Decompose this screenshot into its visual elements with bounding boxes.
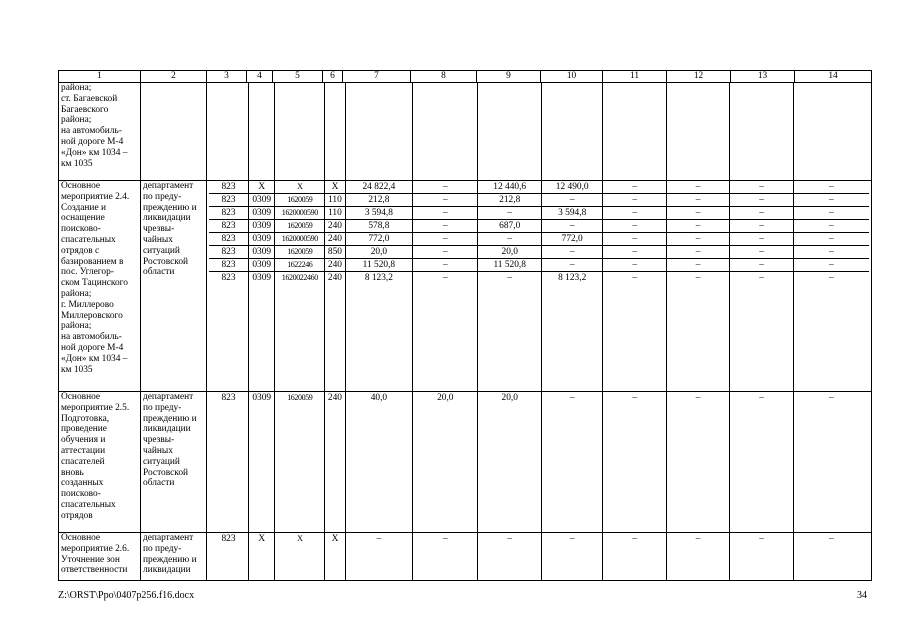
funding-value: –	[730, 272, 793, 284]
funding-value: 0309	[249, 246, 275, 258]
funding-value: 1620000590	[275, 233, 325, 245]
table-row	[59, 392, 872, 533]
funding-value: –	[542, 246, 604, 258]
funding-value: 0309	[249, 392, 275, 404]
executor-cell: департамент по преду- преждению и ликвидации	[141, 533, 207, 581]
funding-value: –	[413, 194, 478, 206]
funding-value: 110	[325, 207, 346, 219]
funding-value: 823	[209, 233, 249, 245]
funding-value: –	[413, 272, 478, 284]
funding-cells	[207, 533, 872, 581]
funding-line	[209, 246, 869, 259]
funding-value: –	[413, 207, 478, 219]
funding-value: –	[478, 533, 541, 545]
funding-value: Х	[275, 533, 325, 545]
funding-value: –	[542, 194, 604, 206]
funding-value: 3 594,8	[346, 207, 413, 219]
funding-value: 8 123,2	[346, 272, 413, 284]
column-header: 12	[667, 71, 731, 83]
funding-line	[209, 233, 869, 246]
funding-value: 1620022460	[275, 272, 325, 284]
funding-value: 0309	[249, 220, 275, 232]
funding-line	[209, 207, 869, 220]
funding-value: Х	[249, 181, 275, 193]
funding-value: 1620059	[275, 246, 325, 258]
funding-value: –	[829, 273, 834, 283]
funding-value: –	[413, 220, 478, 232]
funding-line	[209, 194, 869, 207]
funding-value: 850	[325, 246, 346, 258]
funding-value: 823	[209, 220, 249, 232]
funding-value: –	[829, 182, 834, 192]
funding-value: –	[829, 208, 834, 218]
empty-cells	[209, 404, 869, 532]
column-header: 3	[207, 71, 247, 83]
column-header: 2	[141, 71, 207, 83]
executor-cell	[141, 83, 207, 181]
funding-cells	[207, 181, 872, 392]
funding-value: Х	[325, 533, 346, 545]
funding-value: –	[667, 259, 730, 271]
activity-name-cell: Основное мероприятие 2.6. Уточнение зон ответственности	[59, 533, 141, 581]
funding-line	[209, 533, 869, 545]
funding-value: –	[603, 392, 666, 404]
funding-value: 1620059	[275, 220, 325, 232]
funding-value: –	[346, 533, 413, 545]
funding-value: 240	[325, 233, 346, 245]
activity-name-cell: Основное мероприятие 2.5. Подготовка, проведение обучения и аттестации спасателей вновь созданных поисково- спасательных отрядов	[59, 392, 141, 533]
funding-value: –	[730, 259, 793, 271]
funding-value: –	[667, 272, 730, 284]
funding-value: 823	[209, 259, 249, 271]
executor-cell: департамент по преду- преждению и ликвидации чрезвы- чайных ситуаций Ростовской области	[141, 392, 207, 533]
funding-value: 20,0	[346, 246, 413, 258]
funding-value: 823	[209, 392, 249, 404]
funding-value: –	[730, 207, 793, 219]
funding-value: –	[413, 533, 478, 545]
activity-name-cell: Основное мероприятие 2.4. Создание и оснащение поисково- спасательных отрядов с базированием в пос. Углегор- ском Тацинского района; г. Миллерово Миллеровского района; на автомобиль- ной дороге М-4 «Дон» км 1034 – км 1035	[59, 181, 141, 392]
funding-value: –	[730, 194, 793, 206]
funding-value: –	[603, 194, 666, 206]
funding-value: –	[542, 533, 604, 545]
funding-value: –	[603, 533, 666, 545]
funding-value: –	[730, 233, 793, 245]
header-row	[59, 71, 872, 83]
funding-value: 8 123,2	[542, 272, 604, 284]
funding-value: 823	[209, 207, 249, 219]
column-header: 9	[477, 71, 541, 83]
funding-value: –	[667, 181, 730, 193]
funding-value: 1620000590	[275, 207, 325, 219]
funding-value: –	[829, 221, 834, 231]
funding-value: 240	[325, 220, 346, 232]
empty-cells	[209, 83, 869, 180]
funding-value: 40,0	[346, 392, 413, 404]
funding-value: –	[667, 392, 730, 404]
funding-value: –	[542, 392, 604, 404]
funding-value: –	[603, 207, 666, 219]
column-header: 6	[323, 71, 343, 83]
funding-value: Х	[249, 533, 275, 545]
funding-value: –	[478, 207, 541, 219]
funding-value: 110	[325, 194, 346, 206]
funding-value: 212,8	[478, 194, 541, 206]
funding-value: –	[603, 220, 666, 232]
funding-value: –	[413, 181, 478, 193]
funding-value: 240	[325, 392, 346, 404]
funding-value: –	[730, 181, 793, 193]
funding-value: 823	[209, 181, 249, 193]
funding-cells	[207, 392, 872, 533]
funding-value: –	[667, 207, 730, 219]
funding-value: 578,8	[346, 220, 413, 232]
funding-value: 823	[209, 533, 249, 545]
column-header: 10	[541, 71, 603, 83]
funding-line	[209, 392, 869, 404]
funding-value: –	[603, 233, 666, 245]
funding-value: Х	[325, 181, 346, 193]
column-header: 14	[795, 71, 872, 83]
funding-value: 20,0	[478, 246, 541, 258]
funding-value: 823	[209, 246, 249, 258]
funding-value: –	[667, 220, 730, 232]
funding-value: –	[478, 233, 541, 245]
funding-value: 20,0	[478, 392, 541, 404]
funding-value: 212,8	[346, 194, 413, 206]
funding-value: 11 520,8	[346, 259, 413, 271]
funding-value: 0309	[249, 233, 275, 245]
funding-value: –	[667, 233, 730, 245]
funding-value: 0309	[249, 259, 275, 271]
column-header: 8	[411, 71, 477, 83]
funding-value: –	[603, 272, 666, 284]
funding-value: 1620059	[275, 392, 325, 404]
funding-value: –	[829, 234, 834, 244]
funding-value: 823	[209, 194, 249, 206]
funding-value: –	[478, 272, 541, 284]
funding-value: –	[603, 246, 666, 258]
funding-value: –	[413, 246, 478, 258]
funding-value: 1622246	[275, 259, 325, 271]
funding-value: –	[542, 220, 604, 232]
column-header: 4	[247, 71, 273, 83]
funding-value: 772,0	[346, 233, 413, 245]
funding-value: 3 594,8	[542, 207, 604, 219]
funding-value: 687,0	[478, 220, 541, 232]
document-path: Z:\ORST\Ppo\0407p256.f16.docx	[58, 590, 195, 601]
funding-value: –	[603, 181, 666, 193]
funding-value: 0309	[249, 194, 275, 206]
funding-value: –	[730, 220, 793, 232]
funding-value: –	[603, 259, 666, 271]
activity-name-cell: района; ст. Багаевской Багаевского района; на автомобиль- ной дороге М-4 «Дон» км 1034 – км 1035	[59, 83, 141, 181]
funding-value: 823	[209, 272, 249, 284]
funding-value: 12 440,6	[478, 181, 541, 193]
funding-value: –	[730, 246, 793, 258]
funding-value: 24 822,4	[346, 181, 413, 193]
funding-value: –	[829, 195, 834, 205]
executor-cell: департамент по преду- преждению и ликвидации чрезвы- чайных ситуаций Ростовской области	[141, 181, 207, 392]
funding-line	[209, 181, 869, 194]
column-header: 5	[273, 71, 323, 83]
page-number: 34	[857, 590, 867, 601]
funding-value: 0309	[249, 207, 275, 219]
funding-value: 240	[325, 259, 346, 271]
funding-value: –	[413, 233, 478, 245]
funding-value: –	[730, 533, 793, 545]
column-header: 7	[343, 71, 411, 83]
funding-value: –	[730, 392, 793, 404]
funding-line	[209, 272, 869, 284]
funding-value: 12 490,0	[542, 181, 604, 193]
funding-value: 20,0	[413, 392, 478, 404]
funding-value: 772,0	[542, 233, 604, 245]
funding-value: –	[413, 259, 478, 271]
table-row	[59, 181, 872, 392]
funding-value: 11 520,8	[478, 259, 541, 271]
funding-value: 1620059	[275, 194, 325, 206]
table-row	[59, 533, 872, 581]
funding-value: 0309	[249, 272, 275, 284]
empty-cells	[209, 284, 869, 391]
funding-value: Х	[275, 181, 325, 193]
funding-value: –	[829, 534, 834, 544]
budget-table	[58, 70, 872, 581]
funding-value: –	[542, 259, 604, 271]
funding-value: –	[829, 393, 834, 403]
table-row	[59, 83, 872, 181]
column-header: 13	[731, 71, 795, 83]
funding-value: –	[667, 194, 730, 206]
column-header: 1	[59, 71, 141, 83]
funding-line	[209, 259, 869, 272]
funding-value: –	[667, 246, 730, 258]
funding-cells	[207, 83, 872, 181]
empty-cells	[209, 545, 869, 580]
funding-value: 240	[325, 272, 346, 284]
column-header: 11	[603, 71, 667, 83]
funding-value: –	[667, 533, 730, 545]
funding-value: –	[829, 247, 834, 257]
funding-value: –	[829, 260, 834, 270]
funding-line	[209, 220, 869, 233]
